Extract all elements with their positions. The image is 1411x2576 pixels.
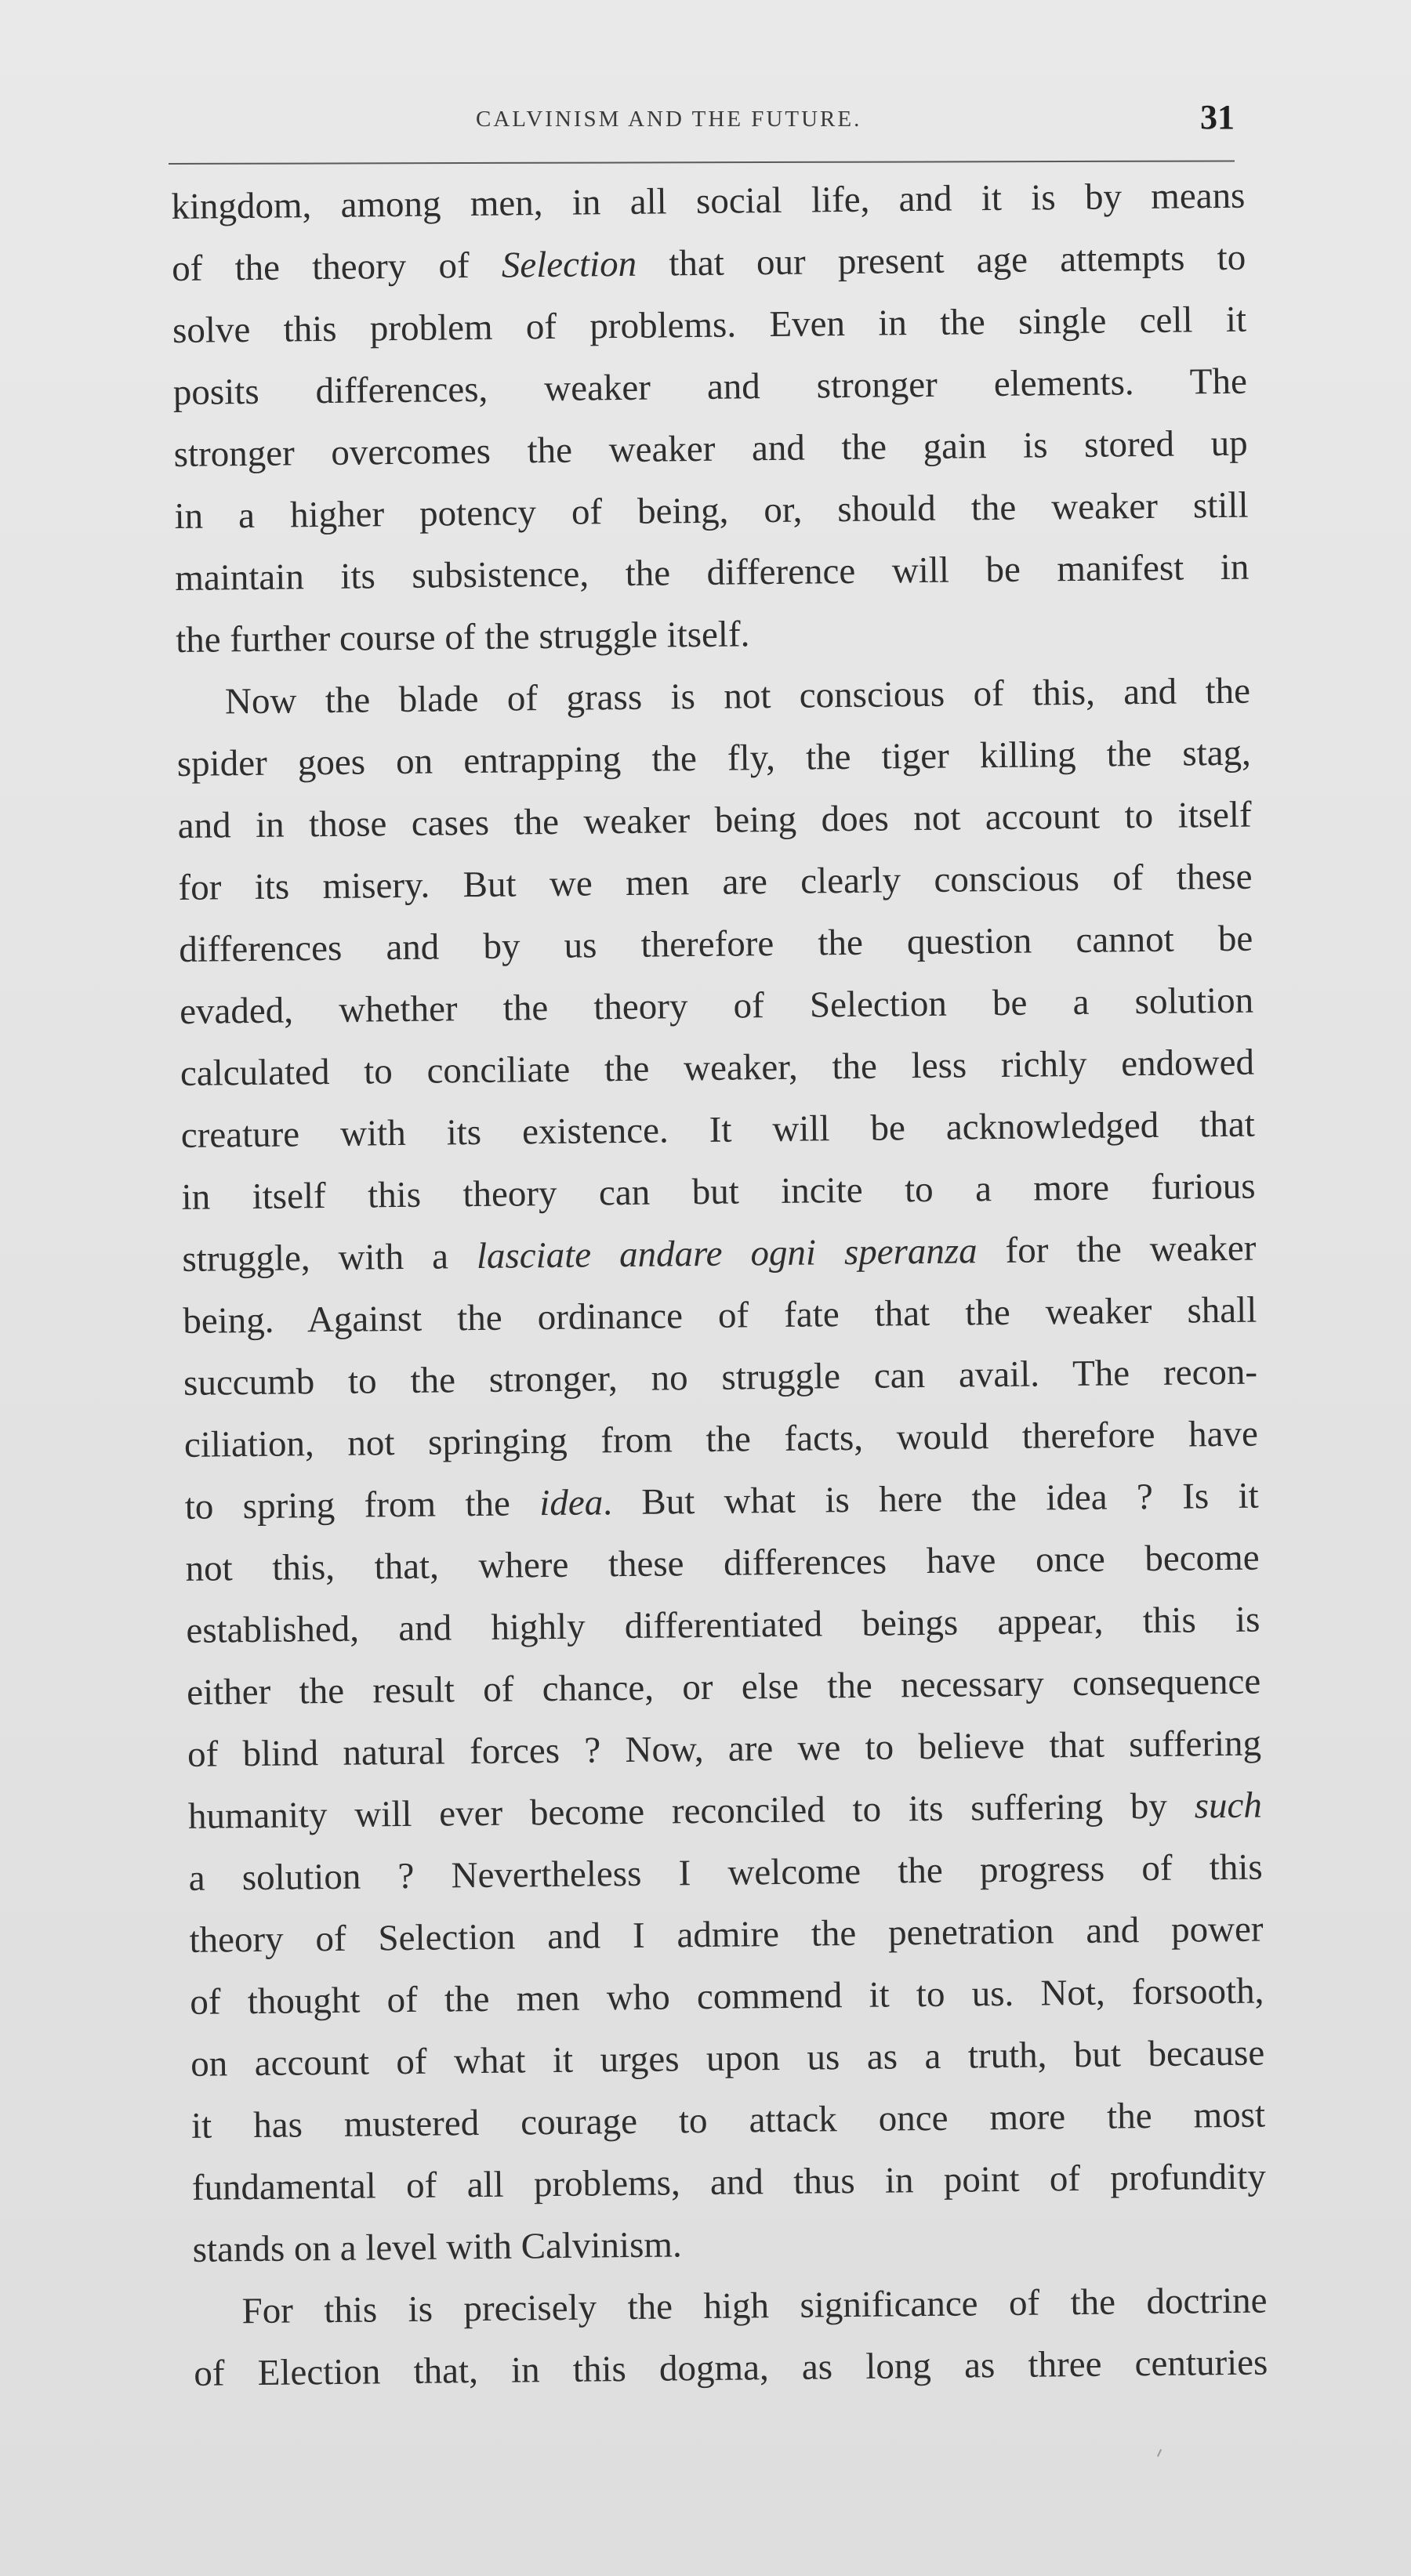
text-line: in a higher potency of being, or, should the weaker still	[174, 484, 1249, 537]
running-head	[169, 97, 1235, 144]
text-line: creature with its existence. It will be acknowledged that	[180, 1103, 1256, 1156]
text-line: differences and by us therefore the question cannot be	[179, 918, 1253, 970]
header-rule	[169, 160, 1235, 165]
paragraph-start-line: For this is precisely the high significance of the doctrine	[241, 2280, 1268, 2332]
text-line: of blind natural forces ? Now, are we to believe that suffering	[187, 1723, 1262, 1775]
text-line: stands on a level with Calvinism.	[192, 2224, 682, 2270]
text-line: calculated to conciliate the weaker, the less richly endowed	[180, 1042, 1255, 1094]
text-line: posits differences, weaker and stronger elements. The	[172, 360, 1248, 413]
text-line: humanity will ever become reconciled to its suffering by such	[187, 1784, 1263, 1837]
text-line: a solution ? Nevertheless I welcome the progress of this	[188, 1846, 1263, 1899]
text-line: on account of what it urges upon us as a truth, but because	[190, 2032, 1265, 2085]
text-line: of the theory of Selection that our present age attempts to	[171, 237, 1246, 289]
text-line: theory of Selection and I admire the penetration and power	[189, 1908, 1264, 1961]
text-line: ciliation, not springing from the facts, would therefore have	[183, 1413, 1259, 1466]
page-number: 31	[1200, 98, 1235, 136]
emphasis-italian-phrase: lasciate andare ogni speranza	[476, 1230, 978, 1277]
emphasis-such: such	[1194, 1784, 1263, 1827]
emphasis-selection: Selection	[501, 243, 637, 286]
text-line: not this, that, where these differences have once become	[185, 1537, 1260, 1589]
text-line: spider goes on entrapping the fly, the tiger killing the stag,	[176, 732, 1252, 784]
text-line: kingdom, among men, in all social life, and it is by means	[171, 175, 1246, 227]
text-line: being. Against the ordinance of fate that the weaker shall	[183, 1289, 1257, 1342]
text-line: struggle, with a lasciate andare ogni speranza for the weaker	[182, 1227, 1257, 1280]
paper-speck	[1157, 2449, 1162, 2457]
running-title: CALVINISM AND THE FUTURE.	[476, 107, 862, 132]
text-line: of Election that, in this dogma, as long as three centuries	[194, 2342, 1268, 2394]
body-text	[171, 165, 1268, 2405]
text-line: of thought of the men who commend it to us. Not, forsooth,	[190, 1970, 1264, 2023]
text-line: established, and highly differentiated beings appear, this is	[186, 1599, 1260, 1651]
text-line: to spring from the idea. But what is here the idea ? Is it	[184, 1475, 1259, 1527]
text-line: and in those cases the weaker being does not account to itself	[177, 794, 1252, 846]
text-line: stronger overcomes the weaker and the gain is stored up	[173, 422, 1248, 475]
text-line: solve this problem of problems. Even in the single cell it	[172, 299, 1247, 351]
text-line: for its misery. But we men are clearly conscious of these	[178, 856, 1253, 908]
text-line: the further course of the struggle itself.	[175, 614, 750, 661]
text-line: maintain its subsistence, the difference will be manifest in	[175, 546, 1250, 599]
emphasis-idea: idea	[539, 1482, 604, 1524]
text-line: either the result of chance, or else the necessary consequence	[186, 1661, 1261, 1713]
text-line: in itself this theory can but incite to a more furious	[181, 1165, 1256, 1218]
text-line: evaded, whether the theory of Selection be a solution	[179, 980, 1254, 1032]
text-line: fundamental of all problems, and thus in point of profundity	[191, 2156, 1267, 2208]
text-line: succumb to the stronger, no struggle can avail. The recon-	[183, 1351, 1258, 1404]
text-line: it has mustered courage to attack once more the most	[190, 2094, 1266, 2147]
paragraph-start-line: Now the blade of grass is not conscious of this, and the	[224, 670, 1251, 723]
